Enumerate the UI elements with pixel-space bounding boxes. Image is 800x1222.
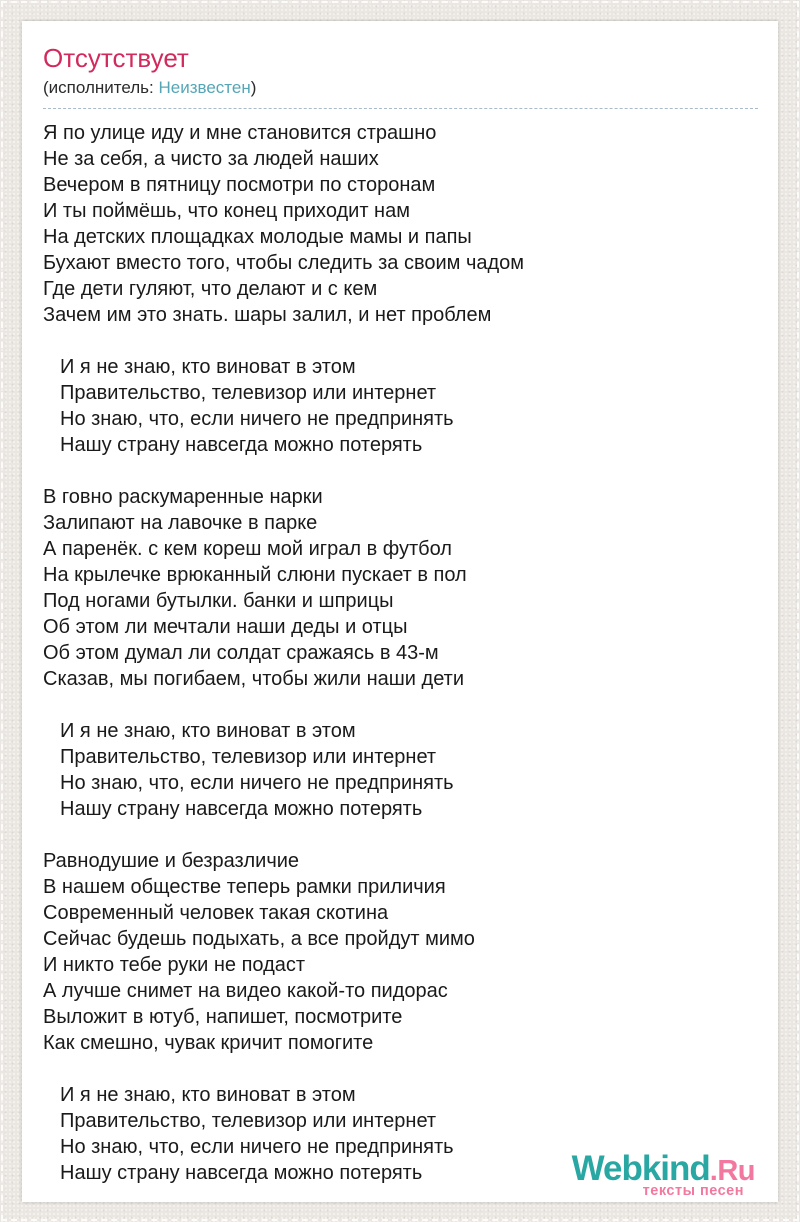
lyric-line: Вечером в пятницу посмотри по сторонам [43,174,436,197]
song-title: Отсутствует [43,43,189,73]
lyric-line: В говно раскумаренные нарки [43,486,323,509]
lyric-line: На крылечке врюканный слюни пускает в пол [43,564,467,587]
lyric-line: Я по улице иду и мне становится страшно [43,122,437,145]
lyric-line: Но знаю, что, если ничего не предпринять [60,408,454,431]
lyric-line: Но знаю, что, если ничего не предпринять [60,1136,454,1159]
lyric-line: И я не знаю, кто виноват в этом [60,1084,356,1107]
lyric-line: А лучше снимет на видео какой-то пидорас [43,980,448,1003]
webkind-logo-tagline: тексты песен [642,1182,744,1199]
lyric-line: В нашем обществе теперь рамки приличия [43,876,446,899]
lyric-line: Сказав, мы погибаем, чтобы жили наши дети [43,668,464,691]
artist-line [43,78,758,109]
lyric-line: А паренёк. с кем кореш мой играл в футбол [43,538,452,561]
lyric-line: Бухают вместо того, чтобы следить за своим чадом [43,252,525,275]
verse-stanza [43,120,758,328]
lyric-line: Современный человек такая скотина [43,902,389,925]
artist-label-prefix: (исполнитель: [43,78,159,98]
lyric-line: Правительство, телевизор или интернет [60,746,437,769]
lyric-line: Выложит в ютуб, напишет, посмотрите [43,1006,403,1029]
chorus-stanza [43,718,758,822]
lyric-line: Правительство, телевизор или интернет [60,1110,437,1133]
lyric-line: На детских площадках молодые мамы и папы [43,226,472,249]
lyric-line: И никто тебе руки не подаст [43,954,306,977]
lyric-line: Об этом ли мечтали наши деды и отцы [43,616,408,639]
lyric-line: Но знаю, что, если ничего не предпринять [60,772,454,795]
lyric-line: Об этом думал ли солдат сражаясь в 43-м [43,642,439,665]
lyric-line: И я не знаю, кто виноват в этом [60,356,356,379]
lyrics [43,120,758,1186]
lyric-line: Равнодушие и безразличие [43,850,300,873]
artist-link[interactable]: Неизвестен [158,78,251,98]
verse-stanza [43,848,758,1056]
lyric-line: И ты поймёшь, что конец приходит нам [43,200,410,223]
webkind-logo-main: Webkind [571,1148,710,1188]
chorus-stanza [43,354,758,458]
webkind-logo-suffix: .Ru [709,1154,755,1187]
lyric-line: И я не знаю, кто виноват в этом [60,720,356,743]
lyric-line: Нашу страну навсегда можно потерять [60,434,423,457]
lyric-line: Нашу страну навсегда можно потерять [60,798,423,821]
lyric-line: Зачем им это знать. шары залил, и нет проблем [43,304,492,327]
lyric-line: Где дети гуляют, что делают и с кем [43,278,378,301]
verse-stanza [43,484,758,692]
lyric-line: Под ногами бутылки. банки и шприцы [43,590,394,613]
lyric-line: Как смешно, чувак кричит помогите [43,1032,374,1055]
lyric-line: Залипают на лавочке в парке [43,512,318,535]
lyric-line: Правительство, телевизор или интернет [60,382,437,405]
webkind-logo[interactable] [571,1148,755,1199]
lyric-line: Не за себя, а чисто за людей наших [43,148,379,171]
artist-label-suffix: ) [250,78,257,98]
lyric-line: Сейчас будешь подыхать, а все пройдут мимо [43,928,475,951]
lyric-line: Нашу страну навсегда можно потерять [60,1162,423,1185]
lyrics-card [22,21,778,1202]
